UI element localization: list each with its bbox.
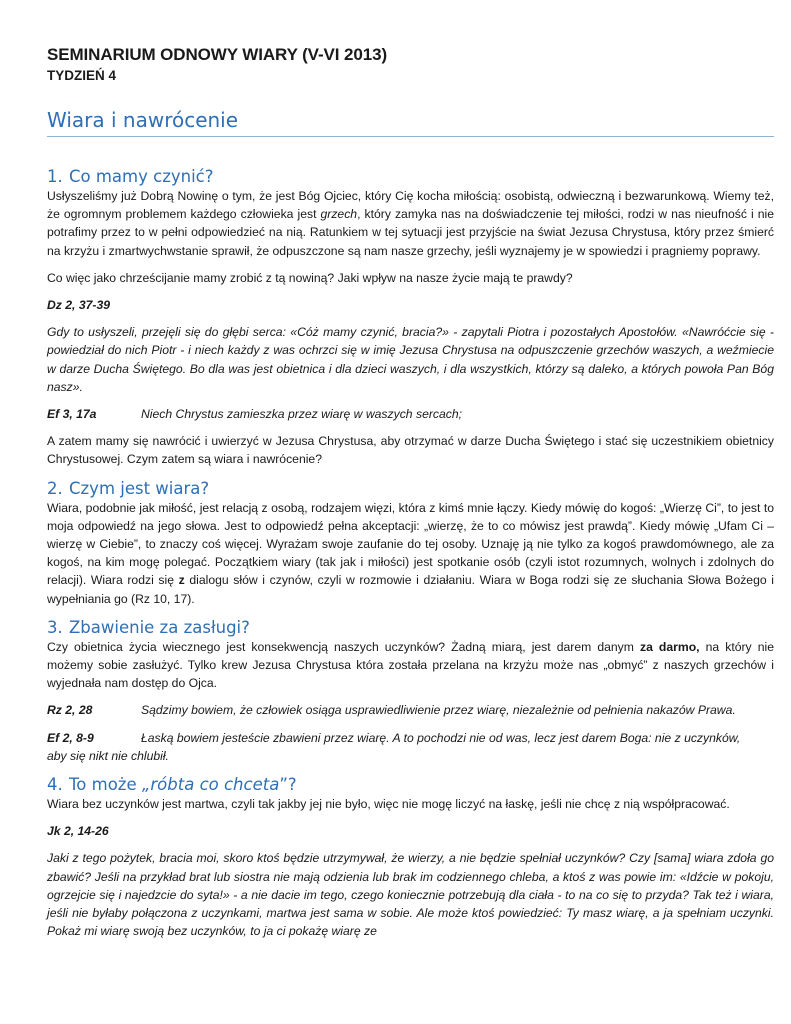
scripture-reference: Ef 2, 8-9 (47, 730, 94, 745)
section-title: Czym jest wiara? (69, 478, 210, 498)
document-title: Wiara i nawrócenie (47, 107, 774, 137)
text-run: Czy obietnica życia wiecznego jest konsekwencją naszych uczynków? Żadną miarą, jest darem danym (47, 639, 640, 654)
scripture-quote-continuation: aby się nikt nie chlubił. (47, 748, 169, 763)
section-number: 2. (47, 478, 63, 498)
section-4-paragraph-1: Wiara bez uczynków jest martwa, czyli tak jakby jej nie było, więc nie mogę liczyć na łaskę, jeśli nie chcę z nią współpracować. (47, 797, 730, 812)
section-1-paragraph-3: A zatem mamy się nawrócić i uwierzyć w Jezusa Chrystusa, aby otrzymać w darze Ducha Świętego i stać się uczestnikiem obietnicy Chrystusowej. Czym zatem są wiara i nawrócenie? (47, 434, 774, 467)
text-run: dialogu słów i czynów, czyli w rozmowie i działaniu. Wiara w Boga rodzi się ze słuchania Słowa Bożego i wypełniania go (Rz 10, 17). (47, 573, 774, 606)
scripture-reference: Ef 3, 17a (47, 407, 97, 422)
section-number: 1. (47, 167, 63, 186)
section-2-heading (47, 479, 774, 499)
scripture-quote: Jaki z tego pożytek, bracia moi, skoro ktoś będzie utrzymywał, że wierzy, a nie będzie spełniał uczynków? Czy [sama] wiara zdoła go zbawić? Jeśli na przykład brat lub siostra nie mają odzienia lub brak im codziennego chleba, a ktoś z was powie im: «Idźcie w pokoju, ogrzejcie się i najedzcie do syta!» - a nie dacie im tego, czego koniecznie potrzebują dla ciała - to na co się to przyda? Tak też i wiara, jeśli nie byłaby połączona z uczynkami, martwa jest sama w sobie. Ale może ktoś powiedzieć: Ty masz wiarę, a ja spełniam uczynki. Pokaż mi wiarę swoją bez uczynków, to ja ci pokażę wiarę ze (47, 851, 774, 939)
section-1-paragraph-1 (47, 187, 774, 260)
text-run: Wiara, podobnie jak miłość, jest relacją z osobą, rodzajem więzi, która z kimś mnie łączy. Kiedy mówię do kogoś: „Wierzę Ci”, to jest to moja odpowiedź na jego słowa. Jest to odpowiedź pełna akceptacji: „wierzę, że to co mówisz jest prawdą”. Kiedy mówię „Ufam Ci – wierzę w Ciebie”, to znaczy coś więcej. Wyrażam swoje zaufanie do tej osoby. Uznaję ją nie tylko za kogoś prawdomównego, ale za kogoś, na kim mogę polegać. Początkiem wiary (tak jak i miłości) jest spotkanie osób (czyli istot rozumnych, wolnych i zdolnych do relacji). Wiara rodzi się (47, 500, 774, 588)
section-title-italic: „róbta co chceta (141, 775, 280, 795)
section-3-paragraph-1 (47, 638, 774, 693)
section-number: 3. (47, 617, 63, 637)
scripture-ref-row (47, 701, 774, 719)
scripture-ref-row (47, 405, 774, 423)
scripture-reference: Rz 2, 28 (47, 703, 93, 718)
section-2-paragraph-1 (47, 499, 774, 608)
bold-text: za darmo, (639, 639, 700, 654)
text-run: , który zamyka nas na doświadczenie tej miłości, rodzi w nas nieufność i nie potrafimy przez to w pełni odpowiedzieć na nią. Ratunkiem w tej sytuacji jest przyjście na świat Jezusa Chrystusa, który przez śmierć na krzyżu i zmartwychwstanie sprawił, że odpuszczone są nam nasze grzechy, jeśli wyznajemy je w spowiedzi i pragniemy poprawy. (47, 207, 774, 258)
section-title-end: ”? (279, 775, 297, 795)
scripture-quote: Niech Chrystus zamieszka przez wiarę w waszych sercach; (141, 407, 463, 422)
scripture-quote: Łaską bowiem jesteście zbawieni przez wiarę. A to pochodzi nie od was, lecz jest darem Boga: nie z uczynków, (141, 730, 741, 745)
section-number: 4. (47, 775, 63, 795)
scripture-quote: Sądzimy bowiem, że człowiek osiąga usprawiedliwienie przez wiarę, niezależnie od pełnienia nakazów Prawa. (141, 703, 736, 718)
document-page (47, 44, 774, 941)
section-title: Zbawienie za zasługi? (69, 617, 250, 637)
section-3-heading (47, 618, 774, 638)
scripture-reference: Jk 2, 14-26 (47, 824, 109, 839)
section-4-heading (47, 775, 774, 795)
scripture-quote: Gdy to usłyszeli, przejęli się do głębi serca: «Cóż mamy czynić, bracia?» - zapytali Piotra i pozostałych Apostołów. «Nawróćcie się - powiedział do nich Piotr - i niech każdy z was ochrzci się w imię Jezusa Chrystusa na odpuszczenie grzechów waszych, a weźmiecie w darze Ducha Świętego. Bo dla was jest obietnica i dla dzieci waszych, i dla wszystkich, którzy są daleko, a których powoła Pan Bóg nasz». (47, 325, 774, 394)
emphasis-text: grzech (320, 207, 358, 222)
section-1-paragraph-2: Co więc jako chrześcijanie mamy zrobić z tą nowiną? Jaki wpływ na nasze życie mają te prawdy? (47, 270, 573, 285)
section-title: Co mamy czynić? (69, 167, 214, 186)
text-run: Usłyszeliśmy już Dobrą Nowinę o tym, że jest Bóg Ojciec, który Cię kocha miłością: osobistą, odwieczną i bezwarunkową. Wiemy też, że ogromnym problemem każdego człowieka jest (47, 189, 774, 222)
text-run: na który nie możemy sobie zasłużyć. Tylko krew Jezusa Chrystusa która została przelana na krzyżu może nas „obmyć” z naszych grzechów i wyjednała nam dostęp do Ojca. (47, 639, 774, 691)
seminar-title: SEMINARIUM ODNOWY WIARY (V-VI 2013) (47, 45, 388, 64)
week-label: TYDZIEŃ 4 (47, 68, 117, 83)
section-title: To może (69, 775, 142, 795)
scripture-ref-row (47, 729, 774, 747)
section-1-heading (47, 167, 774, 187)
bold-text: z (178, 573, 185, 588)
scripture-reference: Dz 2, 37-39 (47, 298, 111, 313)
